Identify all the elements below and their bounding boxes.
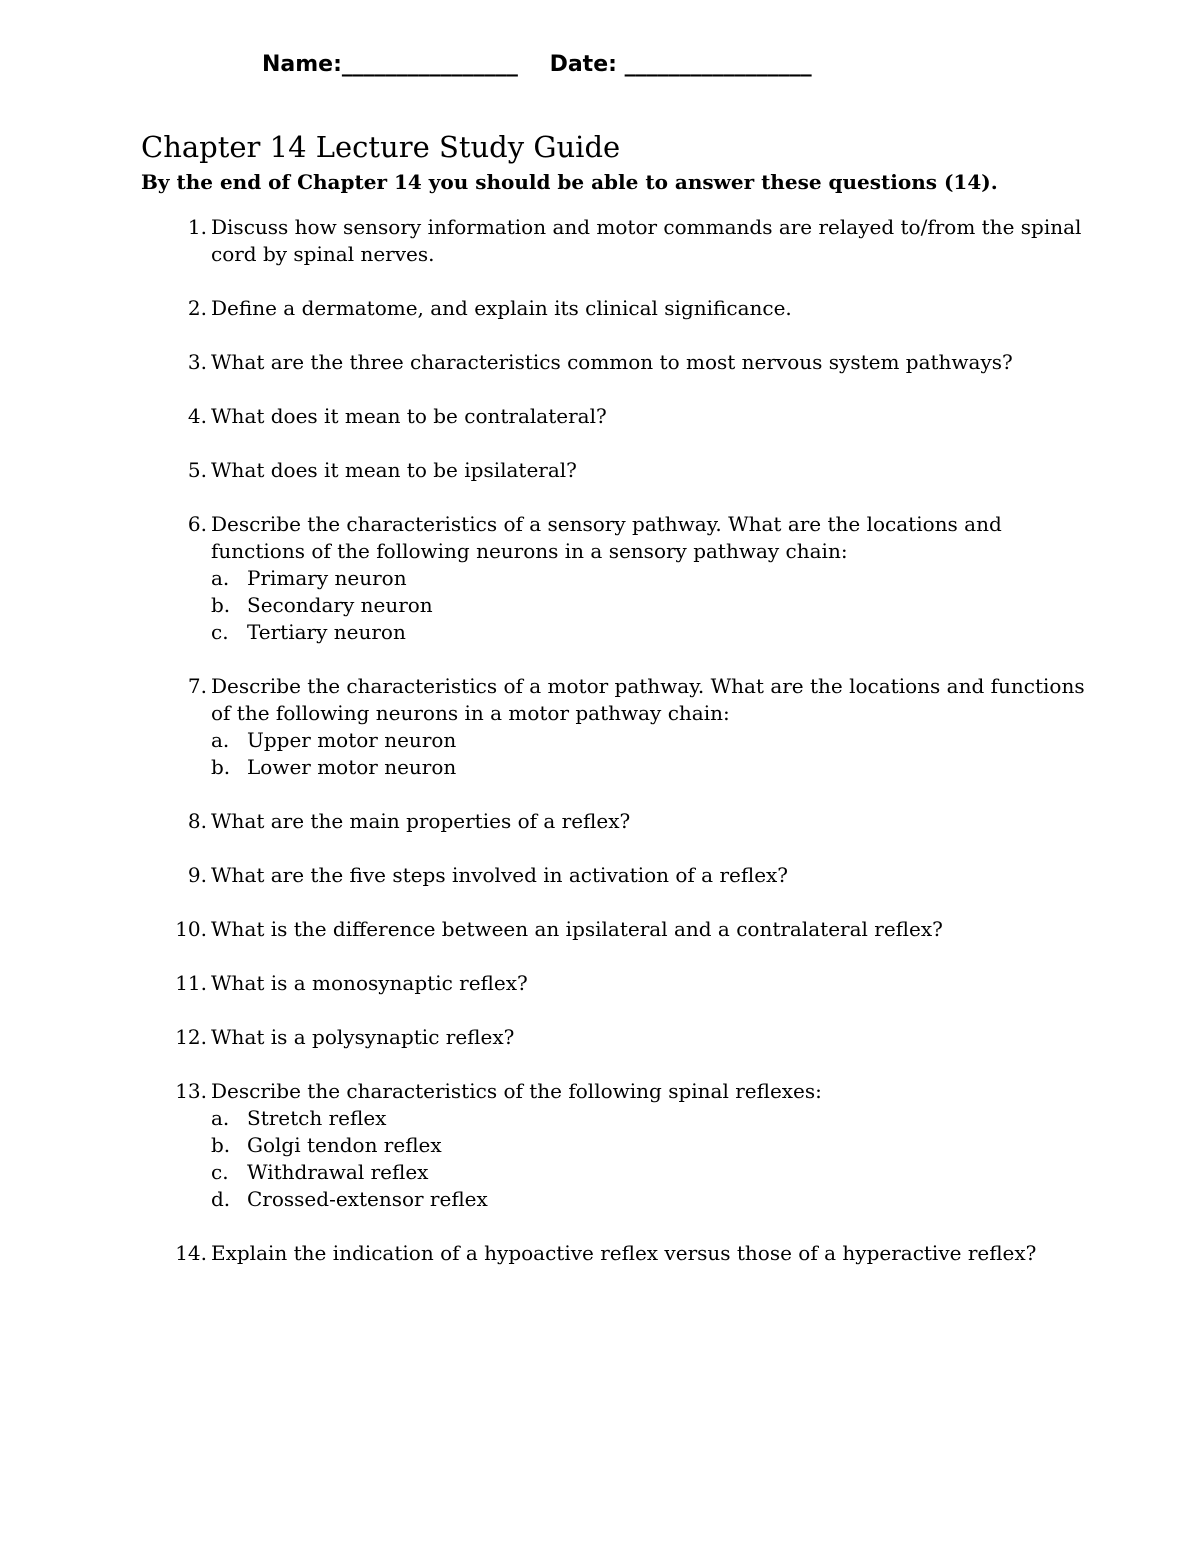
question-number: 4. [187, 404, 207, 428]
page-subtitle: By the end of Chapter 14 you should be able to answer these questions (14). [141, 170, 998, 194]
sub-question-list [211, 1105, 1101, 1213]
question-number: 1. [187, 215, 207, 239]
page-title: Chapter 14 Lecture Study Guide [141, 130, 621, 164]
question-text: What are the three characteristics common to most nervous system pathways? [211, 350, 1013, 374]
question-item [141, 511, 1101, 646]
sub-question-text: Withdrawal reflex [247, 1160, 429, 1184]
sub-question-item [211, 1186, 1101, 1213]
question-text: Define a dermatome, and explain its clinical significance. [211, 296, 792, 320]
question-item [141, 862, 1101, 889]
sub-question-letter: b. [211, 1133, 231, 1157]
question-number: 6. [187, 512, 207, 536]
question-item [141, 1078, 1101, 1213]
sub-question-item [211, 1105, 1101, 1132]
question-text: What does it mean to be contralateral? [211, 404, 607, 428]
question-item [141, 214, 1101, 268]
question-item [141, 970, 1101, 997]
question-list [141, 214, 1101, 1294]
question-item [141, 457, 1101, 484]
question-number: 5. [187, 458, 207, 482]
question-item [141, 1024, 1101, 1051]
question-item [141, 673, 1101, 781]
sub-question-item [211, 565, 1101, 592]
question-number: 9. [187, 863, 207, 887]
sub-question-letter: a. [211, 1106, 230, 1130]
question-item [141, 808, 1101, 835]
question-number: 12. [175, 1025, 207, 1049]
question-number: 10. [175, 917, 207, 941]
sub-question-letter: a. [211, 566, 230, 590]
question-text: What does it mean to be ipsilateral? [211, 458, 577, 482]
question-text: Describe the characteristics of a motor pathway. What are the locations and functions of the following neurons in a motor pathway chain: [211, 674, 1085, 725]
question-number: 8. [187, 809, 207, 833]
sub-question-text: Crossed-extensor reflex [247, 1187, 488, 1211]
name-field-label: Name:________________ [262, 52, 518, 77]
sub-question-letter: a. [211, 728, 230, 752]
question-item [141, 295, 1101, 322]
question-text: What are the main properties of a reflex? [211, 809, 631, 833]
sub-question-item [211, 727, 1101, 754]
sub-question-letter: c. [211, 620, 229, 644]
sub-question-text: Lower motor neuron [247, 755, 457, 779]
name-date-header [262, 52, 812, 77]
sub-question-text: Tertiary neuron [247, 620, 406, 644]
sub-question-letter: c. [211, 1160, 229, 1184]
question-text: Describe the characteristics of the following spinal reflexes: [211, 1079, 822, 1103]
question-text: Describe the characteristics of a sensory pathway. What are the locations and functions of the following neurons in a sensory pathway chain: [211, 512, 1002, 563]
sub-question-item [211, 619, 1101, 646]
question-number: 7. [187, 674, 207, 698]
sub-question-letter: d. [211, 1187, 231, 1211]
sub-question-list [211, 727, 1101, 781]
question-text: What is a polysynaptic reflex? [211, 1025, 515, 1049]
question-number: 2. [187, 296, 207, 320]
question-item [141, 916, 1101, 943]
sub-question-item [211, 754, 1101, 781]
question-number: 14. [175, 1241, 207, 1265]
sub-question-text: Primary neuron [247, 566, 407, 590]
question-number: 13. [175, 1079, 207, 1103]
question-text: Discuss how sensory information and motor commands are relayed to/from the spinal cord by spinal nerves. [211, 215, 1082, 266]
sub-question-text: Secondary neuron [247, 593, 433, 617]
question-text: What is the difference between an ipsilateral and a contralateral reflex? [211, 917, 943, 941]
question-number: 11. [175, 971, 207, 995]
sub-question-letter: b. [211, 593, 231, 617]
sub-question-letter: b. [211, 755, 231, 779]
question-number: 3. [187, 350, 207, 374]
sub-question-item [211, 1159, 1101, 1186]
date-field-label: Date: _________________ [549, 52, 812, 77]
question-item [141, 1240, 1101, 1267]
question-text: What is a monosynaptic reflex? [211, 971, 528, 995]
question-item [141, 403, 1101, 430]
sub-question-item [211, 1132, 1101, 1159]
sub-question-text: Golgi tendon reflex [247, 1133, 442, 1157]
question-item [141, 349, 1101, 376]
sub-question-text: Stretch reflex [247, 1106, 387, 1130]
question-text: What are the five steps involved in activation of a reflex? [211, 863, 789, 887]
sub-question-text: Upper motor neuron [247, 728, 457, 752]
sub-question-item [211, 592, 1101, 619]
question-text: Explain the indication of a hypoactive reflex versus those of a hyperactive reflex? [211, 1241, 1037, 1265]
sub-question-list [211, 565, 1101, 646]
